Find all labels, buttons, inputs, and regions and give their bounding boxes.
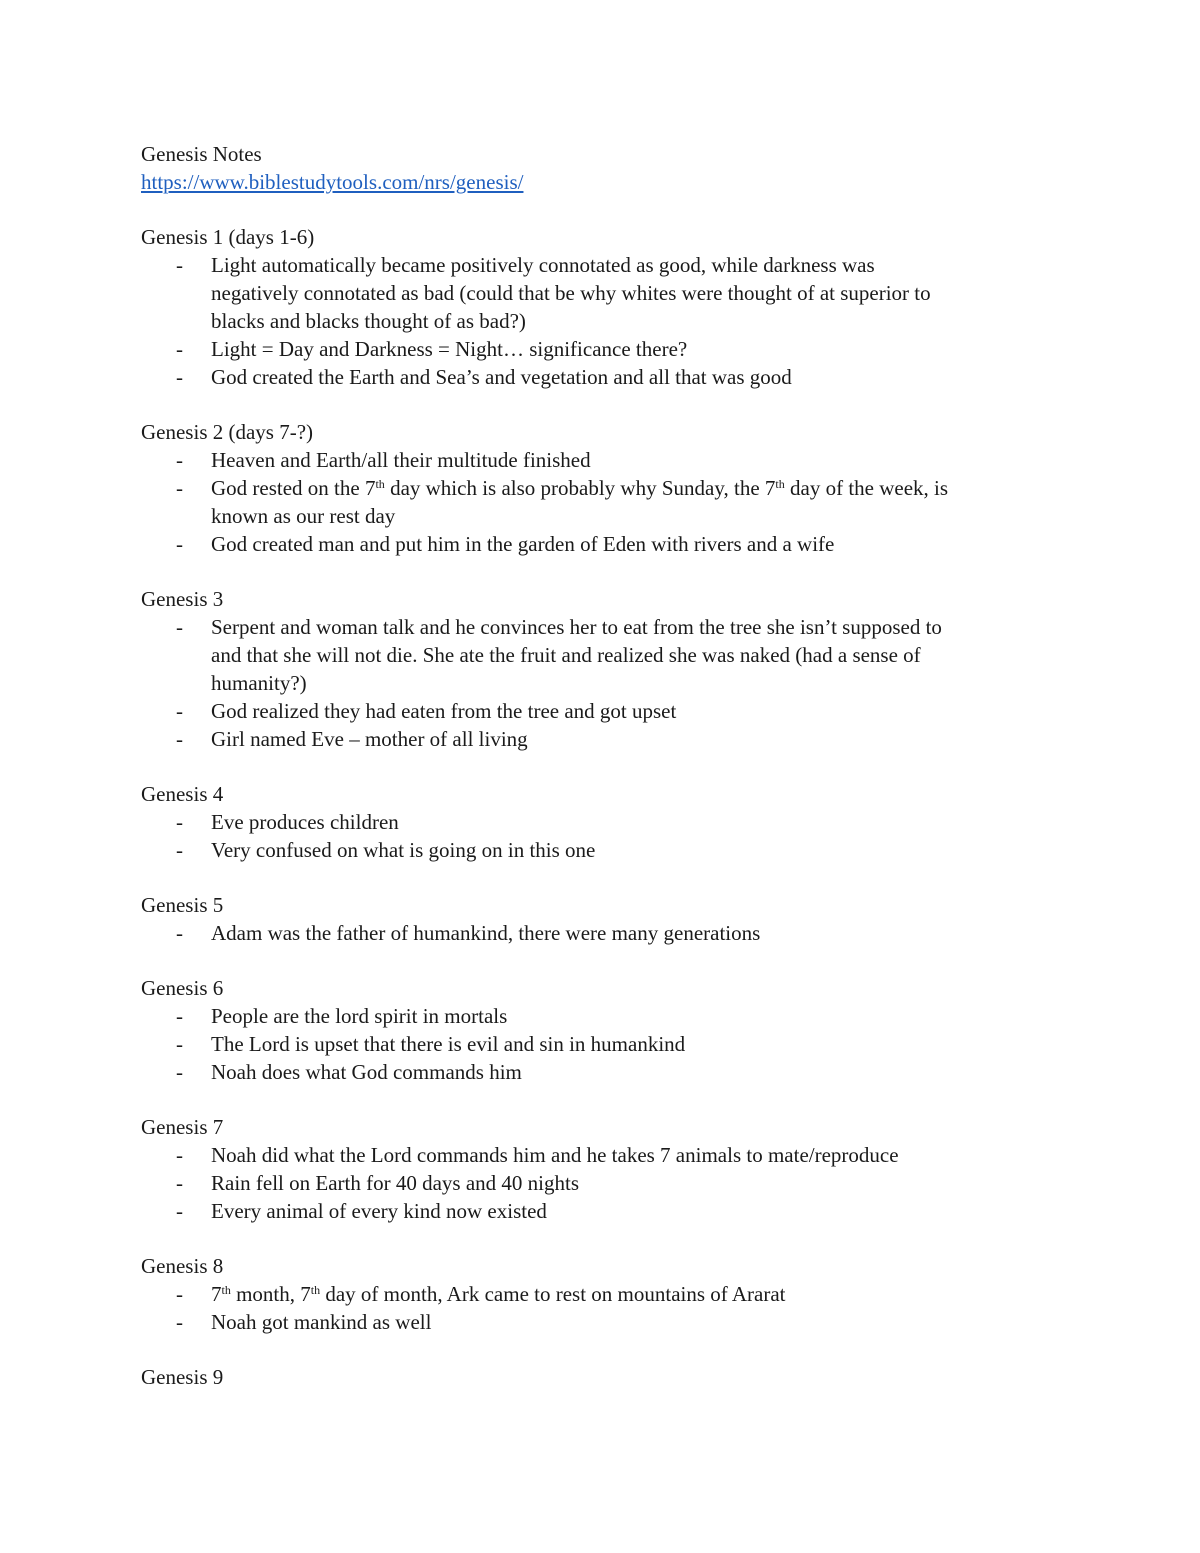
list-item: - God created man and put him in the garden of Eden with rivers and a wife [176, 532, 835, 556]
section-heading-genesis-1: Genesis 1 (days 1-6) [141, 225, 315, 249]
list-item: - Eve produces children [176, 810, 399, 834]
section-list-genesis-8 [141, 1280, 1061, 1336]
list-item: - Noah did what the Lord commands him and he takes 7 animals to mate/reproduce [176, 1143, 899, 1167]
section-heading-genesis-7: Genesis 7 [141, 1115, 224, 1139]
bullet-dash: - [176, 810, 183, 834]
list-item: - God rested on the 7th day which is also probably why Sunday, the 7th day of the week, is known as our rest day [176, 476, 949, 528]
list-item: - Girl named Eve – mother of all living [176, 727, 528, 751]
reference-link[interactable]: https://www.biblestudytools.com/nrs/genesis/ [141, 170, 524, 194]
section-heading-genesis-3: Genesis 3 [141, 587, 224, 611]
list-item: - Noah does what God commands him [176, 1060, 522, 1084]
section-list-genesis-3 [141, 613, 1061, 753]
bullet-dash: - [176, 699, 183, 723]
list-item: - God created the Earth and Sea’s and vegetation and all that was good [176, 365, 792, 389]
section-list-genesis-7 [141, 1141, 1061, 1225]
list-item: - Noah got mankind as well [176, 1310, 432, 1334]
bullet-dash: - [176, 615, 183, 639]
bullet-dash: - [176, 1004, 183, 1028]
list-item: - 7th month, 7th day of month, Ark came to rest on mountains of Ararat [176, 1282, 786, 1306]
bullet-dash: - [176, 1032, 183, 1056]
bullet-dash: - [176, 337, 183, 361]
document-page [141, 140, 1061, 1391]
bullet-dash: - [176, 727, 183, 751]
bullet-dash: - [176, 1171, 183, 1195]
section-list-genesis-1 [141, 251, 1061, 391]
list-item: - Light = Day and Darkness = Night… significance there? [176, 337, 688, 361]
bullet-dash: - [176, 365, 183, 389]
section-list-genesis-6 [141, 1002, 1061, 1086]
list-item: - Light automatically became positively connotated as good, while darkness was negatively connotated as bad (could that be why whites were thought of at superior to blacks and blacks thought of as bad?) [176, 253, 931, 333]
bullet-dash: - [176, 1199, 183, 1223]
bullet-dash: - [176, 1282, 183, 1306]
list-item: - Adam was the father of humankind, there were many generations [176, 921, 761, 945]
list-item: - Rain fell on Earth for 40 days and 40 nights [176, 1171, 580, 1195]
section-list-genesis-4 [141, 808, 1061, 864]
list-item: - Serpent and woman talk and he convinces her to eat from the tree she isn’t supposed to and that she will not die. She ate the fruit and realized she was naked (had a sense of humanity?) [176, 615, 942, 695]
section-heading-genesis-8: Genesis 8 [141, 1254, 224, 1278]
section-list-genesis-5 [141, 919, 1061, 947]
list-item: - The Lord is upset that there is evil and sin in humankind [176, 1032, 686, 1056]
bullet-dash: - [176, 476, 183, 500]
section-heading-genesis-9: Genesis 9 [141, 1365, 224, 1389]
list-item: - Very confused on what is going on in this one [176, 838, 596, 862]
bullet-dash: - [176, 1143, 183, 1167]
bullet-dash: - [176, 1060, 183, 1084]
list-item: - Every animal of every kind now existed [176, 1199, 547, 1223]
list-item: - People are the lord spirit in mortals [176, 1004, 508, 1028]
bullet-dash: - [176, 448, 183, 472]
section-heading-genesis-4: Genesis 4 [141, 782, 224, 806]
list-item: - God realized they had eaten from the tree and got upset [176, 699, 677, 723]
document-title: Genesis Notes [141, 142, 262, 166]
bullet-dash: - [176, 921, 183, 945]
bullet-dash: - [176, 532, 183, 556]
section-heading-genesis-2: Genesis 2 (days 7-?) [141, 420, 314, 444]
section-heading-genesis-5: Genesis 5 [141, 893, 224, 917]
bullet-dash: - [176, 253, 183, 277]
section-heading-genesis-6: Genesis 6 [141, 976, 224, 1000]
list-item: - Heaven and Earth/all their multitude finished [176, 448, 591, 472]
section-list-genesis-2 [141, 446, 1061, 558]
bullet-dash: - [176, 1310, 183, 1334]
bullet-dash: - [176, 838, 183, 862]
